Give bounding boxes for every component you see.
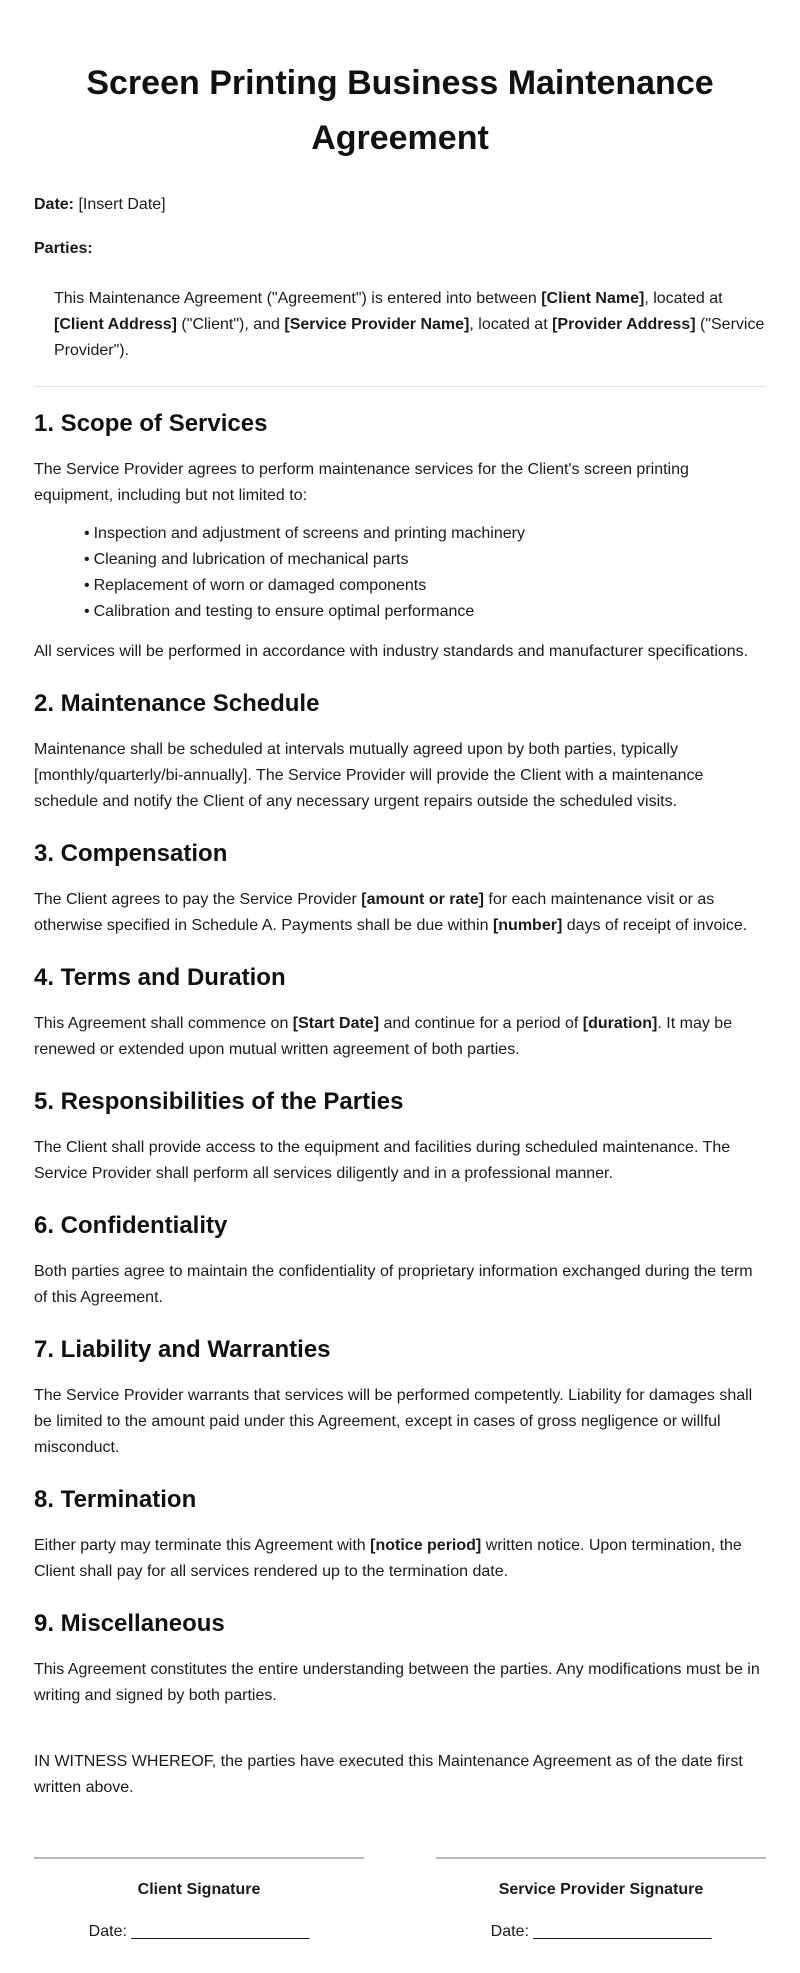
section-intro: The Service Provider agrees to perform maintenance services for the Client's screen printing equipment, including but not limited to: bbox=[34, 461, 689, 504]
text-run: . It may be renewed or extended upon mutual written agreement of both parties. bbox=[34, 1015, 733, 1058]
section-heading: 3. Compensation bbox=[34, 840, 228, 867]
parties-label bbox=[34, 236, 766, 262]
section-text: The Client shall provide access to the equipment and facilities during scheduled maintenance. The Service Provider shall perform all services diligently and in a professional manner. bbox=[34, 1139, 731, 1182]
section-maintenance-schedule bbox=[34, 689, 766, 815]
bullet-icon: • bbox=[84, 577, 90, 594]
parties-text-2: , located at bbox=[644, 290, 723, 307]
provider-address-placeholder: [Provider Address] bbox=[552, 316, 696, 333]
provider-signature-line bbox=[436, 1857, 766, 1859]
text-run: The Client agrees to pay the Service Provider bbox=[34, 891, 362, 908]
parties-text-1: This Maintenance Agreement ("Agreement") is entered into between bbox=[54, 290, 542, 307]
section-confidentiality bbox=[34, 1211, 766, 1311]
section-miscellaneous bbox=[34, 1609, 766, 1709]
bullet-icon: • bbox=[84, 525, 90, 542]
parties-paragraph bbox=[34, 286, 766, 364]
provider-name-placeholder: [Service Provider Name] bbox=[284, 316, 470, 333]
section-heading: 9. Miscellaneous bbox=[34, 1610, 225, 1637]
text-run: Either party may terminate this Agreement with bbox=[34, 1537, 371, 1554]
provider-signature-block bbox=[436, 1857, 766, 1945]
bullet-icon: • bbox=[84, 603, 90, 620]
number-placeholder: [number] bbox=[492, 917, 563, 934]
client-signature-line bbox=[34, 1857, 364, 1859]
text-run: for each maintenance visit or as otherwise specified in Schedule A. Payments shall be due within bbox=[34, 891, 715, 934]
section-outro: All services will be performed in accordance with industry standards and manufacturer specifications. bbox=[34, 643, 749, 660]
parties-text-3: ("Client"), and bbox=[176, 316, 285, 333]
text-run: and continue for a period of bbox=[379, 1015, 583, 1032]
section-text bbox=[34, 1011, 766, 1063]
section-scope-of-services bbox=[34, 409, 766, 665]
client-address-placeholder: [Client Address] bbox=[54, 316, 177, 333]
witness-statement: IN WITNESS WHEREOF, the parties have executed this Maintenance Agreement as of the date first written above. bbox=[34, 1753, 743, 1796]
section-text bbox=[34, 887, 766, 939]
document-title: Screen Printing Business Maintenance Agreement bbox=[86, 64, 714, 157]
list-item-text: Replacement of worn or damaged components bbox=[93, 577, 427, 594]
notice-period-placeholder: [notice period] bbox=[370, 1537, 482, 1554]
list-item-text: Cleaning and lubrication of mechanical parts bbox=[93, 551, 409, 568]
section-heading: 2. Maintenance Schedule bbox=[34, 690, 320, 717]
amount-placeholder: [amount or rate] bbox=[361, 891, 484, 908]
start-date-placeholder: [Start Date] bbox=[292, 1015, 380, 1032]
section-heading: 1. Scope of Services bbox=[34, 410, 268, 437]
section-heading: 7. Liability and Warranties bbox=[34, 1336, 331, 1363]
client-signature-date: Date: ____________________ bbox=[88, 1923, 310, 1940]
list-item bbox=[84, 599, 766, 625]
parties-text-5: ("Service Provider"). bbox=[54, 316, 765, 359]
text-run: written notice. Upon termination, the Client shall pay for all services rendered up to the termination date. bbox=[34, 1537, 742, 1580]
section-text: Both parties agree to maintain the confidentiality of proprietary information exchanged during the term of this Agreement. bbox=[34, 1263, 753, 1306]
provider-signature-label: Service Provider Signature bbox=[498, 1881, 704, 1898]
date-value: [Insert Date] bbox=[78, 196, 166, 213]
parties-text-4: , located at bbox=[469, 316, 553, 333]
list-item-text: Calibration and testing to ensure optimal performance bbox=[93, 603, 475, 620]
section-heading: 4. Terms and Duration bbox=[34, 964, 286, 991]
section-text: Maintenance shall be scheduled at intervals mutually agreed upon by both parties, typically [monthly/quarterly/bi-annually]. The Service Provider will provide the Client with a maintenance schedule and notify the Client of any necessary urgent repairs outside the scheduled visits. bbox=[34, 741, 704, 810]
section-text: The Service Provider warrants that services will be performed competently. Liability for damages shall be limited to the amount paid under this Agreement, except in cases of gross negligence or willful misconduct. bbox=[34, 1387, 753, 1456]
list-item bbox=[84, 573, 766, 599]
client-name-placeholder: [Client Name] bbox=[541, 290, 645, 307]
section-heading: 6. Confidentiality bbox=[34, 1212, 228, 1239]
list-item bbox=[84, 521, 766, 547]
list-item-text: Inspection and adjustment of screens and printing machinery bbox=[93, 525, 525, 542]
list-item bbox=[84, 547, 766, 573]
duration-placeholder: [duration] bbox=[582, 1015, 658, 1032]
text-run: days of receipt of invoice. bbox=[562, 917, 748, 934]
date-label: Date: bbox=[34, 196, 75, 213]
client-signature-label: Client Signature bbox=[137, 1881, 261, 1898]
signature-area bbox=[34, 1857, 766, 1945]
services-list bbox=[34, 521, 766, 625]
section-heading: 5. Responsibilities of the Parties bbox=[34, 1088, 404, 1115]
section-termination bbox=[34, 1485, 766, 1585]
section-compensation bbox=[34, 839, 766, 939]
section-heading: 8. Termination bbox=[34, 1486, 197, 1513]
section-liability-and-warranties bbox=[34, 1335, 766, 1461]
section-responsibilities bbox=[34, 1087, 766, 1187]
date-line bbox=[34, 192, 766, 218]
section-terms-and-duration bbox=[34, 963, 766, 1063]
provider-signature-date: Date: ____________________ bbox=[490, 1923, 712, 1940]
section-text: This Agreement constitutes the entire understanding between the parties. Any modifications must be in writing and signed by both parties. bbox=[34, 1661, 760, 1704]
section-divider bbox=[34, 386, 766, 387]
bullet-icon: • bbox=[84, 551, 90, 568]
parties-label-text: Parties: bbox=[34, 240, 93, 257]
client-signature-block bbox=[34, 1857, 364, 1945]
section-text bbox=[34, 1533, 766, 1585]
text-run: This Agreement shall commence on bbox=[34, 1015, 293, 1032]
